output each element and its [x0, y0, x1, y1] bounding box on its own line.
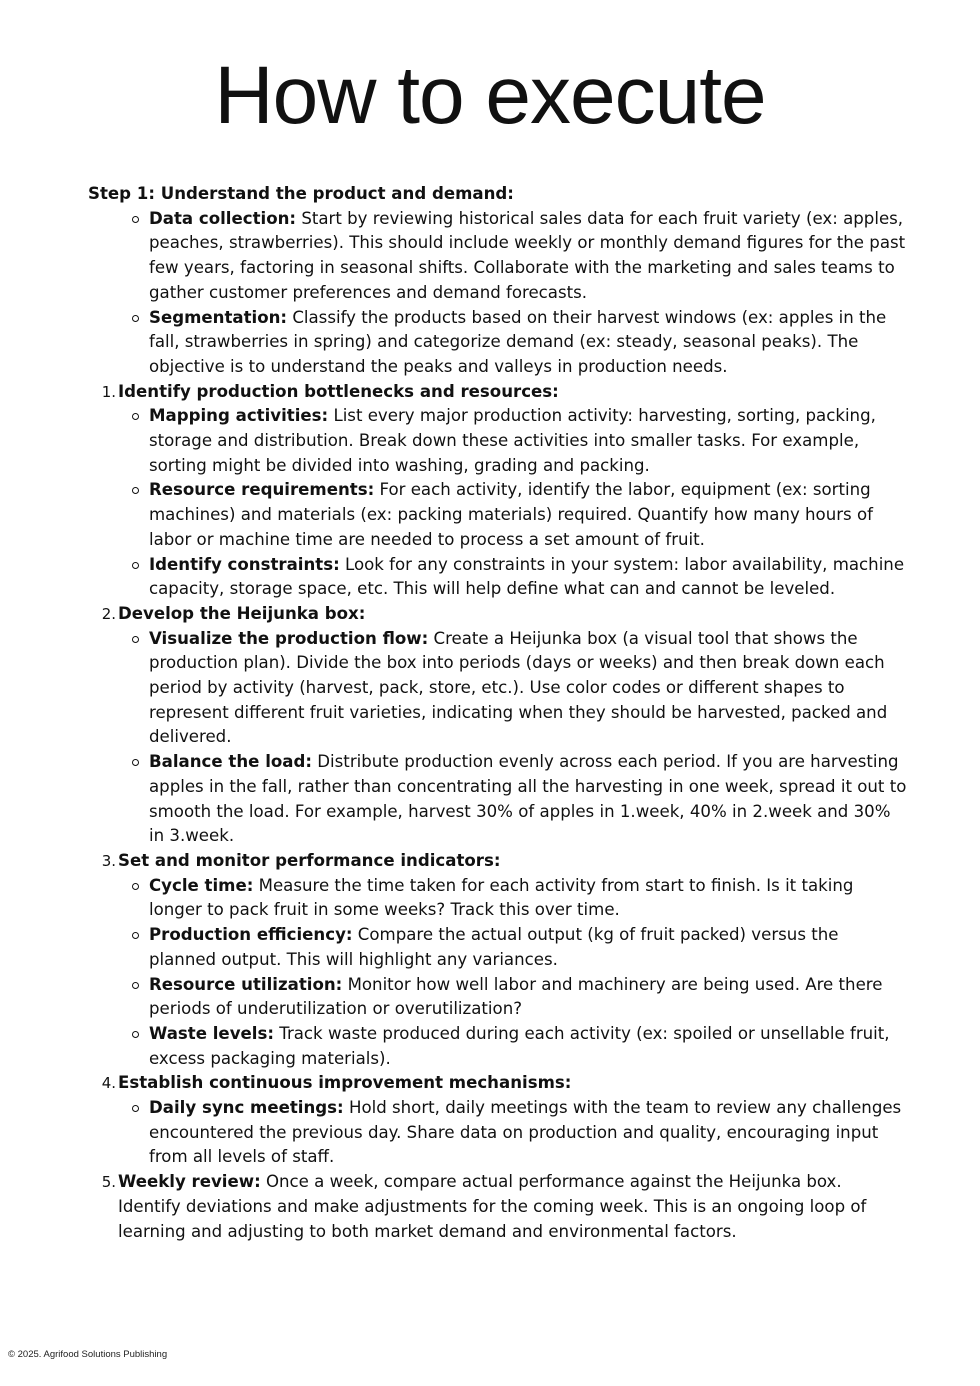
- item-text: Once a week, compare actual performance against the Heijunka box. Identify deviations and make adjustments for the coming week. This is an ongoing loop of learning and adjusting to both market demand and environmental factors.: [118, 1172, 867, 1241]
- bullet-label: Resource utilization:: [149, 974, 343, 994]
- bullet-label: Production efficiency:: [149, 925, 353, 945]
- numbered-item-1: [88, 380, 908, 405]
- bullet-text: Monitor how well labor and machinery are being used. Are there periods of underutilization or overutilization?: [149, 974, 883, 1019]
- bullet-label: Visualize the production flow:: [149, 628, 429, 648]
- bullet-item: [149, 750, 908, 849]
- bullet-item: [149, 874, 908, 923]
- numbered-item-2: [88, 602, 908, 627]
- item-number: 2.: [101, 604, 116, 623]
- bullet-text: Measure the time taken for each activity from start to finish. Is it taking longer to pack fruit in some weeks? Track this over time.: [149, 875, 854, 920]
- item-number: 1.: [101, 382, 116, 401]
- step1-heading: Step 1: Understand the product and demand:: [88, 184, 514, 203]
- bullet-text: Classify the products based on their harvest windows (ex: apples in the fall, strawberries in spring) and categorize demand (ex: steady, seasonal peaks). The objective is to understand the peaks and valleys in production needs.: [149, 307, 887, 376]
- bullet-item: [149, 553, 908, 602]
- item-heading: Identify production bottlenecks and resources:: [118, 381, 559, 401]
- numbered-item-5: [88, 1170, 908, 1244]
- bullet-item: [149, 923, 908, 972]
- bullet-label: Mapping activities:: [149, 406, 329, 426]
- bullet-label: Waste levels:: [149, 1023, 274, 1043]
- item-label: Weekly review:: [118, 1172, 261, 1192]
- item1-bullet-list: [88, 404, 908, 602]
- bullet-label: Daily sync meetings:: [149, 1098, 344, 1118]
- bullet-label: Identify constraints:: [149, 554, 340, 574]
- bullet-text: List every major production activity: harvesting, sorting, packing, storage and distribution. Break down these activities into smaller tasks. For example, sorting might be divided into washing, grading and packing.: [149, 406, 876, 475]
- bullet-item: [149, 404, 908, 478]
- item-heading: Develop the Heijunka box:: [118, 603, 366, 623]
- bullet-text: Hold short, daily meetings with the team to review any challenges encountered the previous day. Share data on production and quality, encouraging input from all levels of staff.: [149, 1098, 902, 1167]
- bullet-item: [149, 627, 908, 751]
- bullet-item: [149, 1022, 908, 1071]
- item-paragraph: [118, 1170, 908, 1244]
- numbered-item-4: [88, 1071, 908, 1096]
- bullet-text: Track waste produced during each activity (ex: spoiled or unsellable fruit, excess packaging materials).: [149, 1023, 890, 1068]
- bullet-item: [149, 1096, 908, 1170]
- bullet-label: Data collection:: [149, 208, 297, 228]
- bullet-item: [149, 306, 908, 380]
- item3-bullet-list: [88, 874, 908, 1072]
- item-heading: Establish continuous improvement mechanisms:: [118, 1073, 572, 1093]
- bullet-text: For each activity, identify the labor, equipment (ex: sorting machines) and materials (ex: packing materials) required. Quantify how many hours of labor or machine time are needed to process a set amount of fruit.: [149, 480, 873, 549]
- bullet-item: [149, 973, 908, 1022]
- page-title: How to execute: [214, 50, 766, 141]
- bullet-item: [149, 207, 908, 306]
- copyright-footer: © 2025. Agrifood Solutions Publishing: [8, 1349, 168, 1360]
- step1-bullet-list: [88, 207, 908, 380]
- bullet-text: Compare the actual output (kg of fruit packed) versus the planned output. This will highlight any variances.: [149, 925, 839, 969]
- bullet-item: [149, 478, 908, 552]
- item4-bullet-list: [88, 1096, 908, 1170]
- document-body: [88, 182, 908, 1244]
- bullet-label: Resource requirements:: [149, 480, 375, 500]
- bullet-label: Cycle time:: [149, 875, 254, 895]
- item-number: 4.: [101, 1074, 116, 1093]
- bullet-label: Segmentation:: [149, 307, 288, 327]
- item-heading: Set and monitor performance indicators:: [118, 850, 501, 870]
- bullet-text: Distribute production evenly across each period. If you are harvesting apples in the fall, rather than concentrating all the harvesting in one week, spread it out to smooth the load. For example, harvest 30% of apples in 1.week, 40% in 2.week and 30% in 3.week.: [149, 752, 907, 846]
- bullet-text: Start by reviewing historical sales data for each fruit variety (ex: apples, peaches, strawberries). This should include weekly or monthly demand figures for the past few years, factoring in seasonal shifts. Collaborate with the marketing and sales teams to gather customer preferences and demand forecasts.: [149, 208, 906, 302]
- numbered-item-3: [88, 849, 908, 874]
- bullet-label: Balance the load:: [149, 752, 312, 772]
- bullet-text: Create a Heijunka box (a visual tool that shows the production plan). Divide the box into periods (days or weeks) and then break down each period by activity (harvest, pack, store, etc.). Use color codes or different shapes to represent different fruit varieties, indicating when they should be harvested, packed and delivered.: [149, 628, 888, 747]
- item-number: 3.: [101, 851, 116, 870]
- bullet-text: Look for any constraints in your system: labor availability, machine capacity, storage space, etc. This will help define what can and cannot be leveled.: [149, 554, 905, 599]
- item-number: 5.: [101, 1173, 116, 1192]
- item2-bullet-list: [88, 627, 908, 849]
